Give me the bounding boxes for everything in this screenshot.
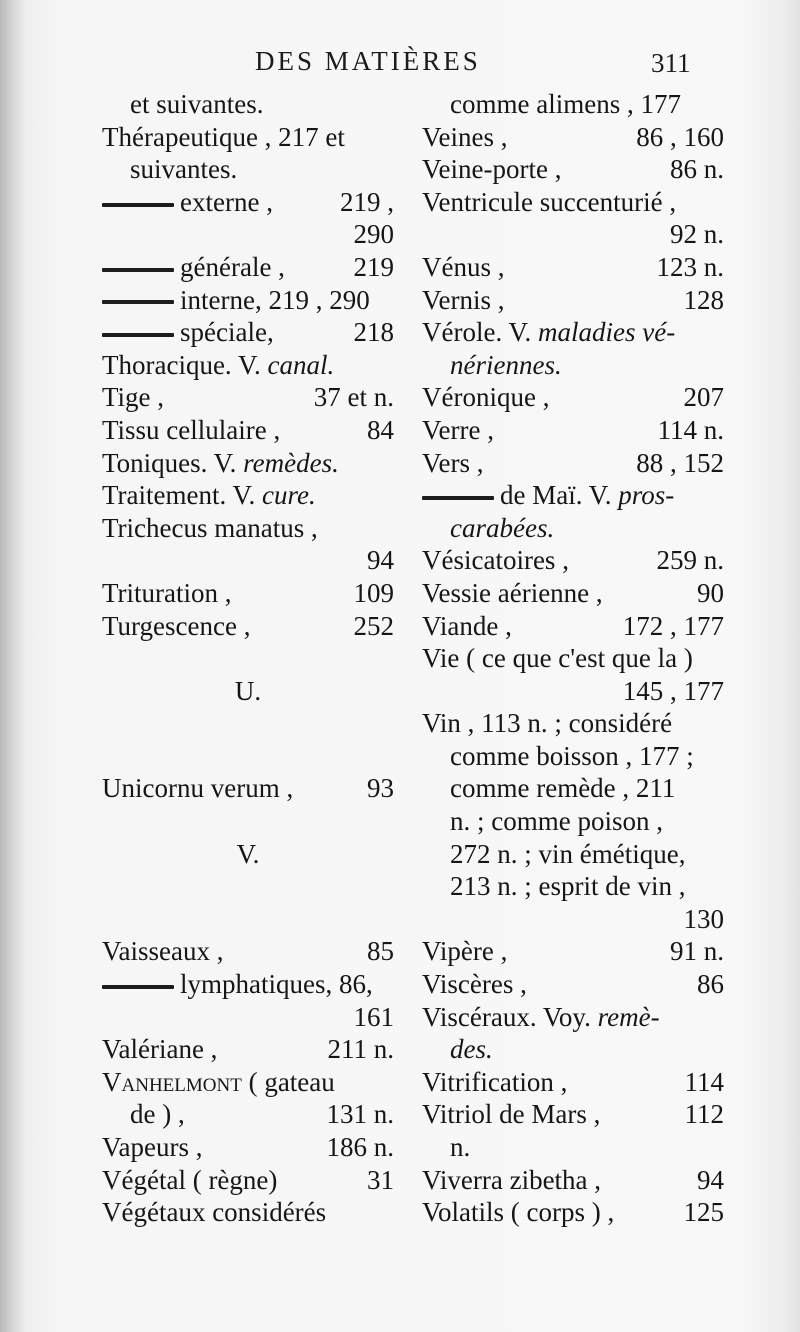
index-entry (422, 1001, 724, 1034)
entry-page-ref: 86 n. (670, 154, 724, 185)
entry-term: 213 n. ; esprit de vin , (450, 871, 686, 902)
entry-cross-reference: des. (450, 1034, 493, 1065)
entry-page-ref: 252 (353, 610, 394, 641)
entry-term: interne, 219 , 290 (180, 284, 370, 315)
page-number: 311 (651, 48, 691, 78)
entry-term: Vénus , (422, 251, 505, 282)
entry-page-ref: 186 n. (326, 1132, 394, 1162)
index-entry (102, 1066, 394, 1099)
entry-term: Ventricule succenturié , (422, 186, 677, 217)
entry-term: Vipère , (422, 936, 508, 967)
entry-page-ref: 93 (367, 773, 394, 804)
index-entry (102, 316, 394, 349)
entry-term: suivantes. (130, 154, 238, 185)
entry-term: externe , (180, 186, 273, 217)
index-entry (102, 153, 394, 186)
index-column-right (422, 88, 724, 1229)
index-entry (102, 838, 394, 871)
entry-page-ref: 172 , 177 (622, 610, 724, 641)
entry-term: Volatils ( corps ) , (422, 1197, 615, 1228)
index-entry (102, 186, 394, 219)
entry-cross-reference: remèdes. (243, 447, 339, 478)
section-letter: U. (234, 675, 262, 706)
index-entry (422, 316, 724, 349)
entry-cross-reference: cure. (262, 480, 316, 511)
index-entry (422, 642, 724, 675)
entry-term: comme remède , 211 (450, 773, 676, 804)
index-entry (422, 1098, 724, 1131)
entry-term: Trituration , (102, 577, 232, 608)
index-entry (422, 381, 724, 414)
index-entry (102, 707, 394, 740)
entry-term: Vitrification , (422, 1066, 568, 1097)
entry-page-ref: 290 (353, 219, 394, 250)
index-entry (422, 447, 724, 480)
index-entry (102, 414, 394, 447)
entry-term: Vessie aérienne , (422, 577, 603, 608)
entry-page-ref: 114 n. (657, 414, 724, 445)
index-entry (422, 707, 724, 740)
entry-page-ref: 94 (367, 545, 394, 576)
index-entry (422, 772, 724, 805)
entry-cross-reference: maladies vé- (538, 317, 676, 348)
ditto-dash (102, 985, 174, 989)
ditto-dash (102, 333, 174, 337)
index-entry (422, 935, 724, 968)
entry-page-ref: 85 (367, 936, 394, 967)
entry-term: Veines , (422, 121, 508, 152)
entry-term: Vernis , (422, 284, 505, 315)
index-entry (102, 740, 394, 773)
index-entry (422, 153, 724, 186)
entry-term: Viande , (422, 610, 512, 641)
entry-term: Vie ( ce que c'est que la ) (422, 643, 693, 674)
index-entry (102, 610, 394, 643)
entry-page-ref: 86 (697, 969, 724, 1000)
entry-term: Viscéraux. Voy. (422, 1001, 591, 1032)
entry-term: comme alimens , 177 (450, 89, 681, 119)
index-entry (422, 675, 724, 708)
index-entry (102, 870, 394, 903)
entry-term: et suivantes. (130, 89, 264, 119)
entry-page-ref: 211 n. (327, 1034, 394, 1065)
index-entry (102, 88, 394, 121)
entry-term: Turgescence , (102, 610, 251, 641)
entry-term: Thérapeutique , 217 et (102, 121, 345, 152)
entry-term: Végétaux considérés (102, 1197, 327, 1228)
running-header: DES MATIÈRES (255, 46, 481, 76)
index-entry (422, 805, 724, 838)
entry-page-ref: 84 (367, 414, 394, 445)
entry-cross-reference: pros- (618, 480, 675, 511)
index-entry (422, 1131, 724, 1164)
entry-term: Valériane , (102, 1034, 218, 1065)
entry-term: Verre , (422, 414, 494, 445)
entry-page-ref: 31 (367, 1164, 394, 1195)
index-entry (422, 968, 724, 1001)
index-entry (102, 218, 394, 251)
section-letter: V. (236, 838, 260, 869)
index-entry (102, 1001, 394, 1034)
index-entry (102, 284, 394, 317)
entry-page-ref: 92 n. (670, 219, 724, 250)
index-entry (422, 88, 724, 121)
index-entry (102, 642, 394, 675)
entry-term: Vérole. V. (422, 317, 532, 348)
index-entry (422, 186, 724, 219)
entry-page-ref: 94 (697, 1164, 724, 1195)
index-entry (422, 838, 724, 871)
index-entry (422, 349, 724, 382)
entry-cross-reference: canal. (267, 349, 335, 380)
index-entry (422, 903, 724, 936)
entry-cross-reference: nériennes. (450, 349, 562, 380)
entry-term: Véronique , (422, 382, 550, 413)
entry-term: comme boisson , 177 ; (450, 740, 694, 771)
entry-page-ref: 130 (683, 903, 724, 934)
entry-page-ref: 125 (683, 1197, 724, 1228)
index-entry (422, 1164, 724, 1197)
index-entry (102, 349, 394, 382)
index-entry (102, 121, 394, 154)
index-entry (422, 1066, 724, 1099)
index-entry (422, 1033, 724, 1066)
index-entry (102, 772, 394, 805)
ditto-dash (102, 203, 174, 207)
index-entry (102, 1098, 394, 1131)
entry-page-ref: 114 (684, 1066, 724, 1097)
entry-page-ref: 219 , (340, 186, 394, 217)
entry-page-ref: 207 (683, 382, 724, 413)
index-entry (422, 218, 724, 251)
index-entry (422, 284, 724, 317)
ditto-dash (102, 268, 174, 272)
index-entry (422, 479, 724, 512)
entry-term: Unicornu verum , (102, 773, 294, 804)
entry-term: Vin , 113 n. ; considéré (422, 708, 673, 739)
index-entry (102, 479, 394, 512)
entry-term: Tige , (102, 382, 165, 413)
entry-term: spéciale, (180, 317, 274, 348)
entry-term: Vaisseaux , (102, 936, 224, 967)
entry-term: Traitement. V. (102, 480, 256, 511)
index-entry (422, 251, 724, 284)
entry-page-ref: 88 , 152 (636, 447, 724, 478)
entry-term: Vésicatoires , (422, 545, 569, 576)
entry-page-ref: 161 (353, 1001, 394, 1032)
ditto-dash (102, 300, 174, 304)
entry-page-ref: 112 (684, 1099, 724, 1130)
entry-page-ref: 131 n. (326, 1099, 394, 1130)
index-entry (102, 675, 394, 708)
entry-term: Tissu cellulaire , (102, 414, 281, 445)
index-entry (102, 577, 394, 610)
index-entry (422, 1196, 724, 1229)
index-entry (422, 121, 724, 154)
index-entry (102, 1164, 394, 1197)
entry-term: Vapeurs , (102, 1132, 203, 1162)
index-entry (102, 968, 394, 1001)
index-entry (422, 870, 724, 903)
entry-page-ref: 259 n. (656, 545, 724, 576)
index-entry (422, 740, 724, 773)
index-entry (102, 903, 394, 936)
entry-term: 272 n. ; vin émétique, (450, 838, 686, 869)
index-entry (102, 544, 394, 577)
entry-page-ref: 91 n. (670, 936, 724, 967)
index-entry (422, 414, 724, 447)
entry-term: Thoracique. V. (102, 349, 261, 380)
entry-page-ref: 128 (683, 284, 724, 315)
index-column-left (102, 88, 394, 1229)
index-entry (102, 1196, 394, 1229)
entry-term: Toniques. V. (102, 447, 237, 478)
entry-term: Viverra zibetha , (422, 1164, 602, 1195)
index-entry (102, 447, 394, 480)
entry-term: Veine-porte , (422, 154, 562, 185)
entry-term: n. (450, 1132, 471, 1162)
entry-page-ref: 218 (353, 317, 394, 348)
entry-term: Vanhelmont ( gateau (102, 1066, 335, 1097)
entry-term: Viscères , (422, 969, 527, 1000)
index-entry (422, 512, 724, 545)
ditto-dash (422, 496, 494, 500)
index-entry (102, 251, 394, 284)
entry-term: de Maï. V. (500, 480, 612, 511)
entry-term: lymphatiques, 86, (180, 969, 373, 1000)
index-entry (422, 544, 724, 577)
index-entry (102, 1033, 394, 1066)
entry-term: générale , (180, 251, 285, 282)
entry-term: Vitriol de Mars , (422, 1099, 601, 1130)
entry-page-ref: 86 , 160 (636, 121, 724, 152)
index-entry (102, 512, 394, 545)
entry-page-ref: 145 , 177 (622, 675, 724, 706)
entry-page-ref: 219 (353, 251, 394, 282)
entry-cross-reference: carabées. (450, 512, 555, 543)
entry-page-ref: 37 et n. (313, 382, 394, 413)
index-entry (422, 610, 724, 643)
entry-term: n. ; comme poison , (450, 806, 663, 837)
index-entry (102, 1131, 394, 1164)
entry-page-ref: 90 (697, 577, 724, 608)
index-entry (422, 577, 724, 610)
entry-term: de ) , (130, 1099, 185, 1130)
entry-page-ref: 123 n. (656, 251, 724, 282)
entry-page-ref: 109 (353, 577, 394, 608)
index-entry (102, 805, 394, 838)
index-entry (102, 381, 394, 414)
entry-cross-reference: remè- (597, 1001, 660, 1032)
entry-term: Trichecus manatus , (102, 512, 318, 543)
entry-term: Vers , (422, 447, 484, 478)
index-entry (102, 935, 394, 968)
entry-term: Végétal ( règne) (102, 1164, 278, 1195)
